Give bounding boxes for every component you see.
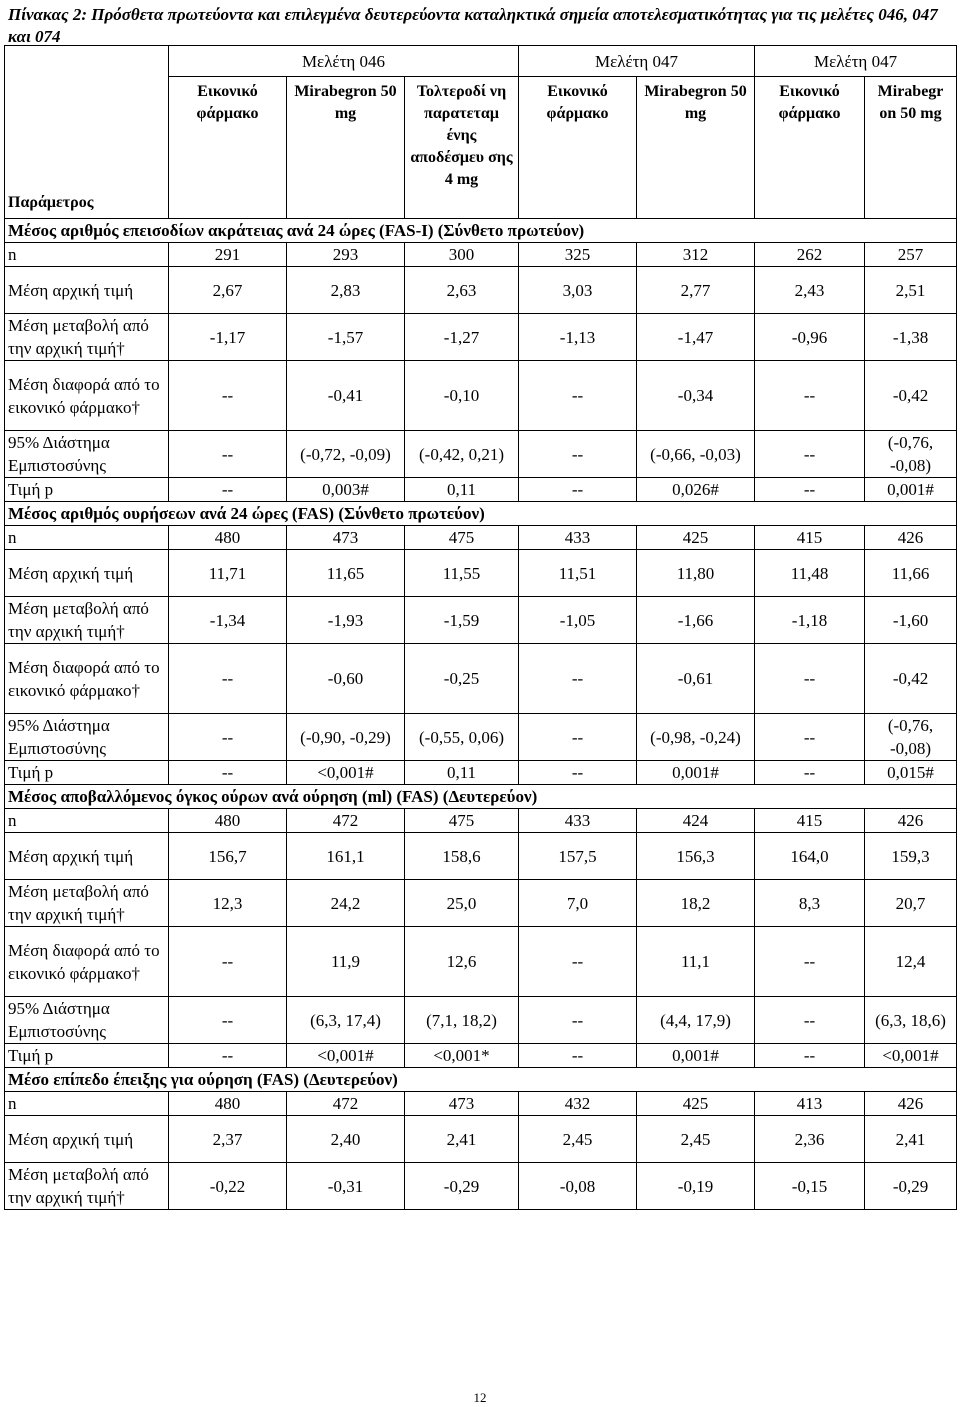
study-header-row [5,46,957,77]
value-cell: 325 [519,243,637,267]
value-cell: 164,0 [755,833,865,880]
value-cell: 413 [755,1092,865,1116]
row-label: Μέση διαφορά από το εικονικό φάρμακο† [5,927,169,997]
value-cell: -0,15 [755,1163,865,1210]
value-cell: 426 [865,1092,957,1116]
row-label: n [5,526,169,550]
value-cell: (-0,98, -0,24) [637,714,755,761]
value-cell: -- [169,431,287,478]
value-cell: -1,59 [405,597,519,644]
value-cell: -0,29 [405,1163,519,1210]
value-cell: -0,61 [637,644,755,714]
value-cell: 11,55 [405,550,519,597]
value-cell: -- [519,714,637,761]
value-cell: -1,38 [865,314,957,361]
table-row [5,478,957,502]
value-cell: 312 [637,243,755,267]
value-cell: 156,7 [169,833,287,880]
section-title-row [5,785,957,809]
value-cell: 257 [865,243,957,267]
value-cell: (-0,90, -0,29) [287,714,405,761]
column-header: Εικονικό φάρμακο [755,77,865,219]
table-row [5,1092,957,1116]
value-cell: 415 [755,809,865,833]
value-cell: 11,65 [287,550,405,597]
row-label: Μέση διαφορά από το εικονικό φάρμακο† [5,361,169,431]
value-cell: -0,34 [637,361,755,431]
value-cell: 2,43 [755,267,865,314]
value-cell: 0,003# [287,478,405,502]
value-cell: -- [755,997,865,1044]
value-cell: 2,41 [405,1116,519,1163]
value-cell: 472 [287,1092,405,1116]
value-cell: -- [169,714,287,761]
table-row [5,267,957,314]
value-cell: 0,001# [637,1044,755,1068]
row-label: Τιμή p [5,761,169,785]
row-label: Μέση αρχική τιμή [5,267,169,314]
table-row [5,997,957,1044]
value-cell: 8,3 [755,880,865,927]
value-cell: 433 [519,526,637,550]
section-title: Μέσος αριθμός ουρήσεων ανά 24 ώρες (FAS) (Σύνθετο πρωτεύον) [5,502,957,526]
section-title: Μέσο επίπεδο έπειξης για ούρηση (FAS) (Δευτερεύον) [5,1068,957,1092]
value-cell: -0,42 [865,644,957,714]
value-cell: -- [169,761,287,785]
value-cell: -- [519,1044,637,1068]
value-cell: -1,34 [169,597,287,644]
value-cell: 11,80 [637,550,755,597]
row-label: n [5,1092,169,1116]
row-label: Μέση μεταβολή από την αρχική τιμή† [5,880,169,927]
table-row [5,243,957,267]
value-cell: -- [519,997,637,1044]
value-cell: 12,6 [405,927,519,997]
table-row [5,314,957,361]
value-cell: -0,22 [169,1163,287,1210]
row-label: Μέση μεταβολή από την αρχική τιμή† [5,1163,169,1210]
value-cell: 11,48 [755,550,865,597]
table-row [5,550,957,597]
value-cell: <0,001# [865,1044,957,1068]
value-cell: -- [519,361,637,431]
value-cell: (-0,76, -0,08) [865,714,957,761]
value-cell: -0,31 [287,1163,405,1210]
column-header: Εικονικό φάρμακο [169,77,287,219]
value-cell: -0,41 [287,361,405,431]
table-row [5,809,957,833]
value-cell: -- [755,361,865,431]
table-row [5,361,957,431]
value-cell: 475 [405,809,519,833]
value-cell: 156,3 [637,833,755,880]
column-header: Εικονικό φάρμακο [519,77,637,219]
value-cell: (7,1, 18,2) [405,997,519,1044]
value-cell: 480 [169,809,287,833]
value-cell: 12,4 [865,927,957,997]
value-cell: -- [169,927,287,997]
value-cell: -- [755,927,865,997]
value-cell: 472 [287,809,405,833]
value-cell: (4,4, 17,9) [637,997,755,1044]
value-cell: -- [755,714,865,761]
value-cell: -- [519,478,637,502]
value-cell: (6,3, 17,4) [287,997,405,1044]
corner-cell [5,46,169,77]
study-074-header: Μελέτη 047 [755,46,957,77]
value-cell: -- [169,997,287,1044]
value-cell: -- [519,927,637,997]
value-cell: -- [755,1044,865,1068]
value-cell: -1,47 [637,314,755,361]
value-cell: -1,60 [865,597,957,644]
value-cell: -- [755,644,865,714]
row-label: Μέση αρχική τιμή [5,550,169,597]
value-cell: -- [519,761,637,785]
value-cell: 0,11 [405,761,519,785]
value-cell: (-0,55, 0,06) [405,714,519,761]
value-cell: 2,36 [755,1116,865,1163]
value-cell: 426 [865,809,957,833]
value-cell: -0,19 [637,1163,755,1210]
value-cell: -- [169,1044,287,1068]
value-cell: -1,05 [519,597,637,644]
value-cell: 0,11 [405,478,519,502]
table-row [5,880,957,927]
column-header: Mirabegron 50 mg [287,77,405,219]
value-cell: (-0,66, -0,03) [637,431,755,478]
value-cell: -- [755,478,865,502]
value-cell: (6,3, 18,6) [865,997,957,1044]
value-cell: 415 [755,526,865,550]
value-cell: -1,57 [287,314,405,361]
value-cell: 300 [405,243,519,267]
value-cell: <0,001* [405,1044,519,1068]
column-header: Mirabegron 50 mg [637,77,755,219]
row-label: n [5,243,169,267]
column-header: Τολτεροδί νη παρατεταμ ένης αποδέσμευ σης 4 mg [405,77,519,219]
value-cell: 2,45 [637,1116,755,1163]
value-cell: 157,5 [519,833,637,880]
value-cell: 2,67 [169,267,287,314]
table-row [5,761,957,785]
value-cell: 11,1 [637,927,755,997]
value-cell: 475 [405,526,519,550]
value-cell: (-0,76, -0,08) [865,431,957,478]
value-cell: -- [755,431,865,478]
value-cell: -0,10 [405,361,519,431]
section-title-row [5,219,957,243]
value-cell: -1,66 [637,597,755,644]
table-row [5,1116,957,1163]
table-row [5,431,957,478]
value-cell: 425 [637,1092,755,1116]
row-label: Τιμή p [5,478,169,502]
value-cell: 262 [755,243,865,267]
table-row [5,833,957,880]
row-label: Μέση διαφορά από το εικονικό φάρμακο† [5,644,169,714]
value-cell: (-0,72, -0,09) [287,431,405,478]
column-header: Mirabegr on 50 mg [865,77,957,219]
value-cell: -1,13 [519,314,637,361]
value-cell: -1,27 [405,314,519,361]
value-cell: (-0,42, 0,21) [405,431,519,478]
value-cell: -0,60 [287,644,405,714]
efficacy-table [4,45,957,1210]
column-header-row [5,77,957,219]
value-cell: 291 [169,243,287,267]
value-cell: 161,1 [287,833,405,880]
row-label: 95% Διάστημα Εμπιστοσύνης [5,714,169,761]
value-cell: 0,001# [865,478,957,502]
value-cell: 424 [637,809,755,833]
row-label: Τιμή p [5,1044,169,1068]
value-cell: 159,3 [865,833,957,880]
value-cell: 426 [865,526,957,550]
value-cell: -0,25 [405,644,519,714]
value-cell: -1,17 [169,314,287,361]
row-label: 95% Διάστημα Εμπιστοσύνης [5,431,169,478]
value-cell: -- [169,361,287,431]
value-cell: -- [755,761,865,785]
value-cell: 433 [519,809,637,833]
value-cell: 11,66 [865,550,957,597]
study-046-header: Μελέτη 046 [169,46,519,77]
table-row [5,927,957,997]
value-cell: 11,9 [287,927,405,997]
table-row [5,526,957,550]
value-cell: -- [169,478,287,502]
value-cell: 11,51 [519,550,637,597]
table-row [5,1044,957,1068]
row-label: Μέση αρχική τιμή [5,1116,169,1163]
value-cell: 2,77 [637,267,755,314]
table-title: Πίνακας 2: Πρόσθετα πρωτεύοντα και επιλεγμένα δευτερεύοντα καταληκτικά σημεία αποτελεσματικότητας για τις μελέτες 046, 047 και 074 [8,5,938,46]
value-cell: 293 [287,243,405,267]
table-row [5,644,957,714]
row-label: Μέση μεταβολή από την αρχική τιμή† [5,597,169,644]
table-row [5,714,957,761]
value-cell: 2,51 [865,267,957,314]
section-title-row [5,1068,957,1092]
value-cell: -0,96 [755,314,865,361]
row-label: n [5,809,169,833]
value-cell: -1,93 [287,597,405,644]
value-cell: 2,37 [169,1116,287,1163]
value-cell: 0,001# [637,761,755,785]
table-row [5,1163,957,1210]
value-cell: 2,40 [287,1116,405,1163]
page-number: 12 [473,1390,487,1405]
value-cell: 18,2 [637,880,755,927]
study-047-header: Μελέτη 047 [519,46,755,77]
value-cell: -0,29 [865,1163,957,1210]
row-label: Μέση αρχική τιμή [5,833,169,880]
parameter-header: Παράμετρος [5,77,169,219]
value-cell: 0,015# [865,761,957,785]
row-label: 95% Διάστημα Εμπιστοσύνης [5,997,169,1044]
value-cell: <0,001# [287,761,405,785]
value-cell: 473 [287,526,405,550]
value-cell: 7,0 [519,880,637,927]
row-label: Μέση μεταβολή από την αρχική τιμή† [5,314,169,361]
value-cell: 25,0 [405,880,519,927]
value-cell: 0,026# [637,478,755,502]
value-cell: -- [169,644,287,714]
value-cell: 2,45 [519,1116,637,1163]
value-cell: 432 [519,1092,637,1116]
table-row [5,597,957,644]
value-cell: 12,3 [169,880,287,927]
section-title-row [5,502,957,526]
value-cell: 2,83 [287,267,405,314]
value-cell: -0,08 [519,1163,637,1210]
value-cell: <0,001# [287,1044,405,1068]
value-cell: 11,71 [169,550,287,597]
section-title: Μέσος αριθμός επεισοδίων ακράτειας ανά 24 ώρες (FAS-I) (Σύνθετο πρωτεύον) [5,219,957,243]
section-title: Μέσος αποβαλλόμενος όγκος ούρων ανά ούρηση (ml) (FAS) (Δευτερεύον) [5,785,957,809]
value-cell: 2,41 [865,1116,957,1163]
value-cell: -- [519,431,637,478]
value-cell: 20,7 [865,880,957,927]
value-cell: 3,03 [519,267,637,314]
value-cell: 473 [405,1092,519,1116]
value-cell: 425 [637,526,755,550]
value-cell: 480 [169,526,287,550]
value-cell: 480 [169,1092,287,1116]
value-cell: 158,6 [405,833,519,880]
value-cell: -0,42 [865,361,957,431]
value-cell: 2,63 [405,267,519,314]
value-cell: -- [519,644,637,714]
value-cell: -1,18 [755,597,865,644]
value-cell: 24,2 [287,880,405,927]
